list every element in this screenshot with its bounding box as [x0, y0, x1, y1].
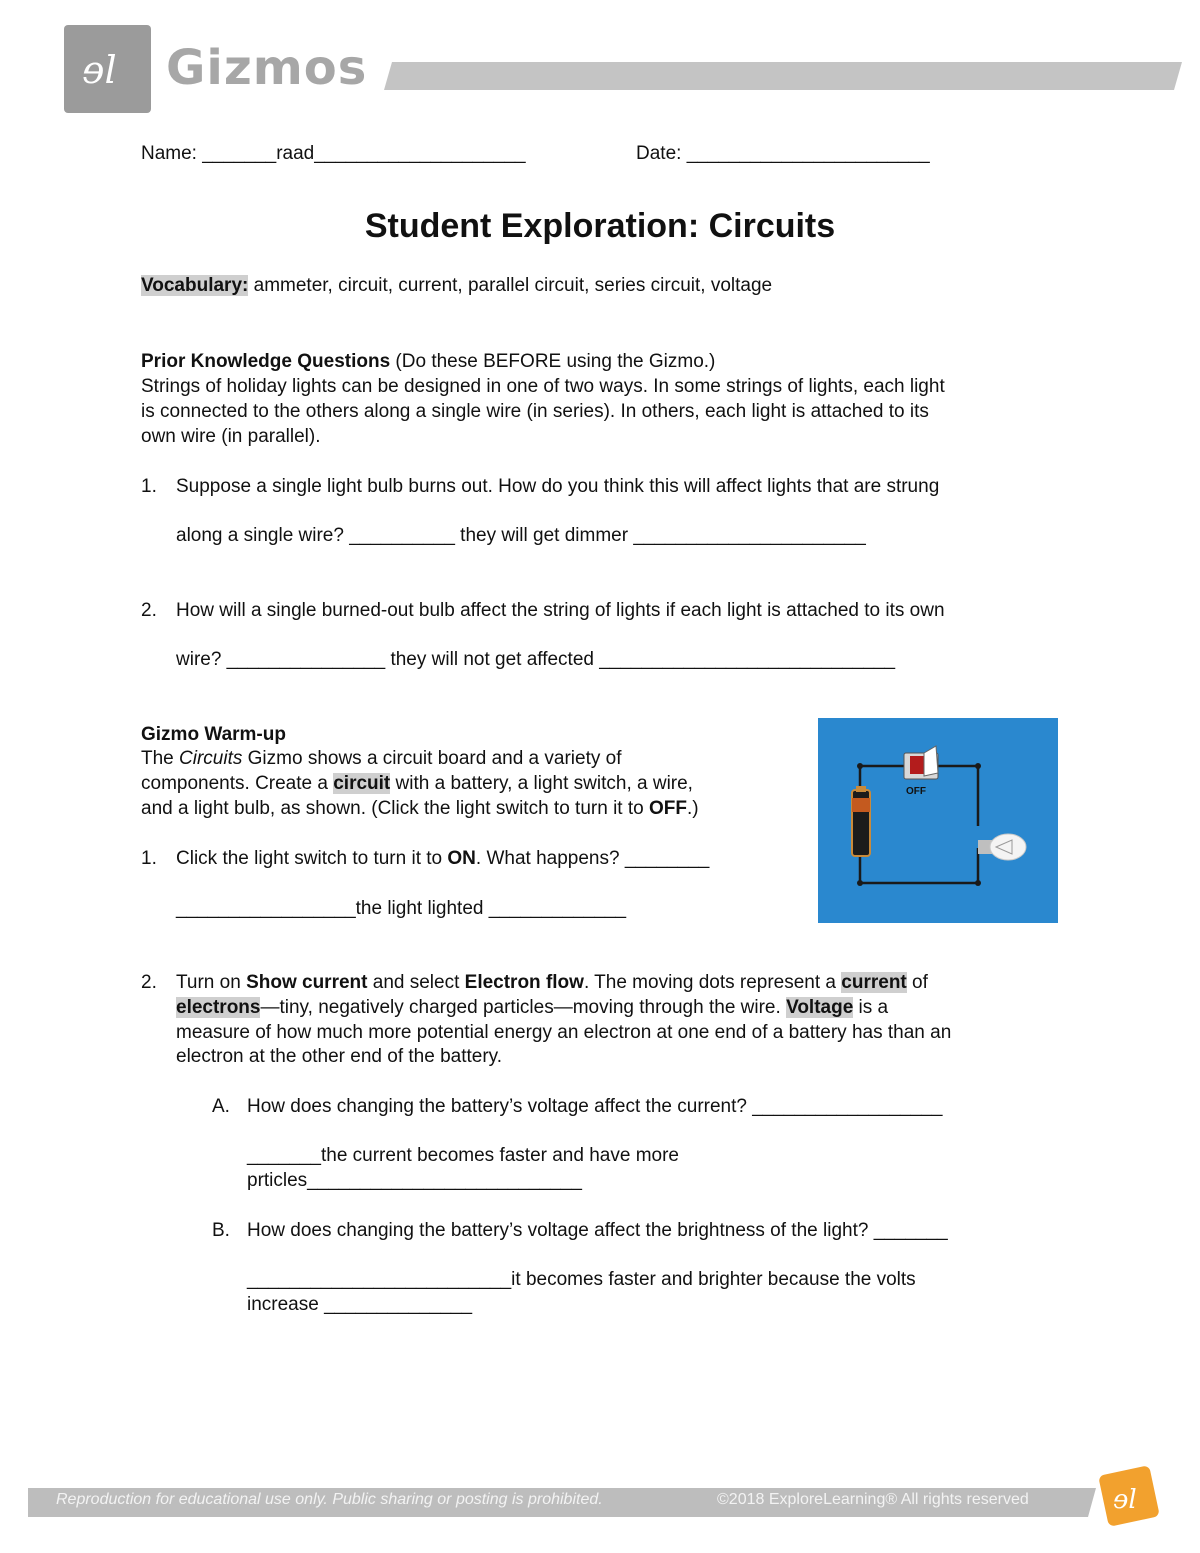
warmup-qb-answer-2: increase ______________: [247, 1294, 473, 1315]
prior-q2-text: How will a single burned-out bulb affect the string of lights if each light is attached to its own: [176, 600, 945, 621]
prior-heading-note: (Do these BEFORE using the Gizmo.): [390, 351, 716, 372]
warmup-qa-answer-2: prticles__________________________: [247, 1170, 582, 1191]
footer-bar: [0, 1470, 1200, 1550]
warmup-q2-number: 2.: [141, 972, 157, 993]
explorelearning-logo-icon: [64, 25, 151, 113]
battery-icon: [852, 786, 870, 856]
warmup-q1-answer: _________________the light lighted _____________: [176, 898, 627, 919]
warmup-qb-text: How does changing the battery’s voltage affect the brightness of the light? _______: [247, 1220, 948, 1241]
prior-q1-text: Suppose a single light bulb burns out. How do you think this will affect lights that are strung: [176, 476, 940, 497]
svg-text:ɘl: ɘl: [1113, 1485, 1137, 1515]
vocabulary-line: [141, 273, 772, 298]
vocabulary-terms: ammeter, circuit, current, parallel circuit, series circuit, voltage: [248, 275, 773, 296]
prior-q1-answer: along a single wire? __________ they will get dimmer ______________________: [176, 525, 866, 546]
voltage-term: Voltage: [786, 997, 854, 1018]
footer-disclaimer: Reproduction for educational use only. Public sharing or posting is prohibited.: [56, 1491, 603, 1508]
explorelearning-footer-logo-icon: [1093, 1462, 1165, 1534]
name-field: Name: _______raad____________________: [141, 143, 526, 164]
electrons-term: electrons: [176, 997, 261, 1018]
warmup-q1-number: 1.: [141, 848, 157, 869]
svg-text:OFF: OFF: [906, 786, 926, 797]
gizmos-logo: [64, 25, 151, 113]
brand-title: Gizmos: [166, 40, 368, 96]
date-field: Date: _______________________: [636, 143, 930, 164]
warmup-qa-text: How does changing the battery’s voltage affect the current? __________________: [247, 1096, 943, 1117]
warmup-q2-line-4: electron at the other end of the battery.: [176, 1046, 503, 1067]
current-term: current: [841, 972, 907, 993]
prior-intro-line-2: is connected to the others along a single wire (in series). In others, each light is attached to its: [141, 401, 929, 422]
footer-copyright: ©2018 ExploreLearning® All rights reserved: [717, 1491, 1029, 1508]
circuit-term: circuit: [333, 773, 391, 794]
warmup-q2-line-2: electrons—tiny, negatively charged particles—moving through the wire. Voltage is a: [176, 997, 889, 1018]
prior-q1-number: 1.: [141, 476, 157, 497]
circuit-diagram: [818, 718, 1058, 923]
circuit-diagram-image: [818, 718, 1058, 923]
warmup-qa-label: A.: [212, 1096, 230, 1117]
prior-knowledge-heading: [141, 349, 715, 374]
circuits-gizmo-name: Circuits: [179, 748, 243, 769]
warmup-q2-line-1: Turn on Show current and select Electron flow. The moving dots represent a current of: [176, 972, 928, 993]
vocabulary-label: Vocabulary:: [141, 275, 249, 296]
warmup-q1-text: Click the light switch to turn it to ON. What happens? ________: [176, 848, 710, 869]
prior-intro-line-1: Strings of holiday lights can be designed in one of two ways. In some strings of lights, each light: [141, 376, 945, 397]
warmup-line-3: and a light bulb, as shown. (Click the light switch to turn it to OFF.): [141, 798, 699, 819]
page-title: Student Exploration: Circuits: [364, 207, 836, 245]
warmup-qb-answer-1: _________________________it becomes faster and brighter because the volts: [247, 1269, 916, 1290]
warmup-line-2: components. Create a circuit with a battery, a light switch, a wire,: [141, 773, 693, 794]
prior-heading-text: Prior Knowledge Questions: [141, 351, 391, 372]
warmup-line-1: The Circuits Gizmo shows a circuit board and a variety of: [141, 748, 622, 769]
warmup-qb-label: B.: [212, 1220, 230, 1241]
prior-q2-answer: wire? _______________ they will not get affected ____________________________: [176, 649, 896, 670]
warmup-heading: Gizmo Warm-up: [141, 724, 286, 745]
prior-q2-number: 2.: [141, 600, 157, 621]
warmup-q2-line-3: measure of how much more potential energy an electron at one end of a battery has than an: [176, 1022, 952, 1043]
prior-intro-line-3: own wire (in parallel).: [141, 426, 321, 447]
warmup-qa-answer-1: _______the current becomes faster and have more: [247, 1145, 679, 1166]
svg-text:ɘl: ɘl: [82, 48, 117, 92]
